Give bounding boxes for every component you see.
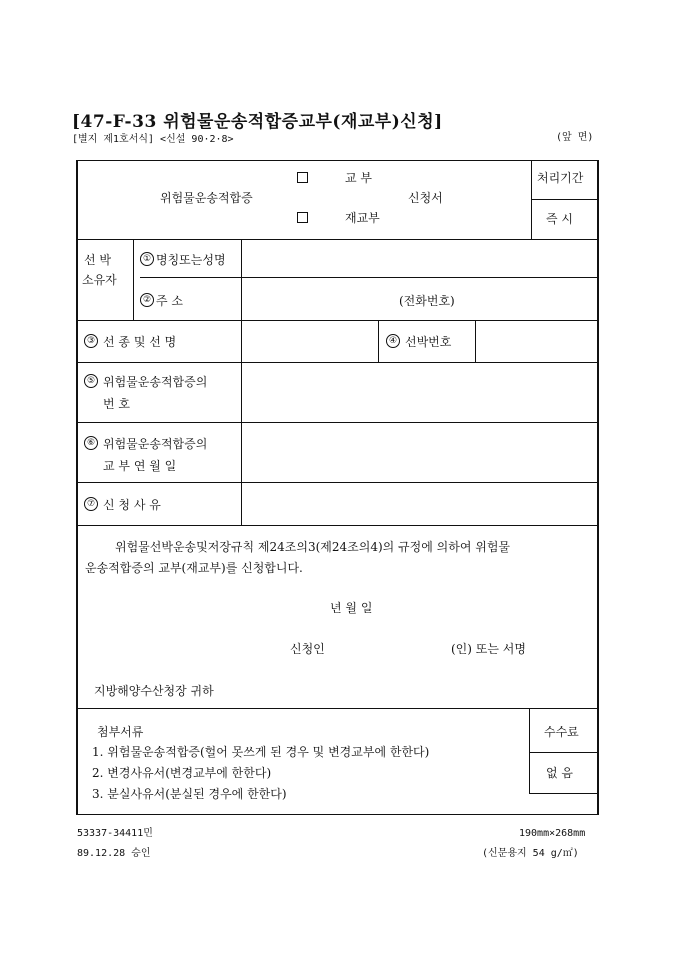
certificate-number-label-1: 위험물운송적합증의	[103, 375, 208, 389]
form-title: [47-F-33 위험물운송적합증교부(재교부)신청]	[72, 112, 443, 132]
reason-label: 신 청 사 유	[103, 498, 161, 512]
circled-number-6: ⑥	[84, 436, 98, 450]
attachment-item-3: 3. 분실사유서(분실된 경우에 한한다)	[92, 787, 287, 801]
owner-label-line2: 소유자	[82, 273, 117, 287]
paper-size: 190mm×268mm	[519, 828, 586, 839]
attachment-item-2: 2. 변경사유서(변경교부에 한한다)	[92, 766, 272, 780]
circled-number-5: ⑤	[84, 374, 98, 388]
vessel-number-field[interactable]	[477, 322, 595, 361]
seal-or-signature: (인) 또는 서명	[451, 642, 526, 656]
certificate-name: 위험물운송적합증	[160, 191, 253, 205]
circled-number-7: ⑦	[84, 497, 98, 511]
vessel-number-label: 선박번호	[405, 335, 452, 349]
circled-number-1: ①	[140, 252, 154, 266]
recipient-label: 지방해양수산청장 귀하	[94, 684, 214, 698]
form-code: 53337-34411민	[77, 828, 153, 839]
fee-value: 없 음	[546, 766, 573, 780]
certificate-number-label-2: 번 호	[103, 397, 130, 411]
approval-date: 89.12.28 승인	[77, 848, 151, 859]
declaration-line-2: 운송적합증의 교부(재교부)를 신청합니다.	[85, 561, 303, 575]
reissue-checkbox[interactable]	[297, 212, 308, 223]
processing-period-label: 처리기간	[537, 171, 584, 185]
page-side-label: (앞 면)	[556, 132, 594, 143]
vessel-type-field[interactable]	[243, 322, 376, 361]
processing-period-value: 즉 시	[546, 212, 573, 226]
application-date: 년 월 일	[330, 601, 373, 615]
owner-name-label: 명칭또는성명	[156, 253, 226, 267]
owner-name-field[interactable]	[243, 241, 595, 276]
issue-date-field[interactable]	[243, 424, 595, 481]
circled-number-2: ②	[140, 293, 154, 307]
circled-number-3: ③	[84, 334, 98, 348]
attachment-item-1: 1. 위험물운송적합증(헐어 못쓰게 된 경우 및 변경교부에 한한다)	[92, 745, 430, 759]
reason-field[interactable]	[243, 484, 595, 524]
phone-number-label: (전화번호)	[399, 294, 455, 308]
declaration-line-1: 위험물선박운송및저장규칙 제24조의3(제24조의4)의 규정에 의하여 위험물	[115, 540, 511, 554]
application-suffix: 신청서	[408, 191, 443, 205]
form-reference: [별지 제1호서식] <신설 90·2·8>	[72, 134, 234, 145]
issue-date-label-1: 위험물운송적합증의	[103, 437, 208, 451]
issue-checkbox[interactable]	[297, 172, 308, 183]
attachments-title: 첨부서류	[97, 725, 144, 739]
reissue-option-label: 재교부	[345, 211, 380, 225]
circled-number-4: ④	[386, 334, 400, 348]
owner-label-line1: 선 박	[84, 253, 111, 267]
fee-label: 수수료	[544, 725, 579, 739]
owner-address-label: 주 소	[156, 294, 183, 308]
issue-date-label-2: 교 부 연 월 일	[103, 459, 177, 473]
paper-type: (신문용지 54 g/㎡)	[482, 848, 579, 859]
vessel-type-label: 선 종 및 선 명	[103, 335, 177, 349]
issue-option-label: 교 부	[345, 171, 372, 185]
applicant-label: 신청인	[290, 642, 325, 656]
certificate-number-field[interactable]	[243, 364, 595, 421]
